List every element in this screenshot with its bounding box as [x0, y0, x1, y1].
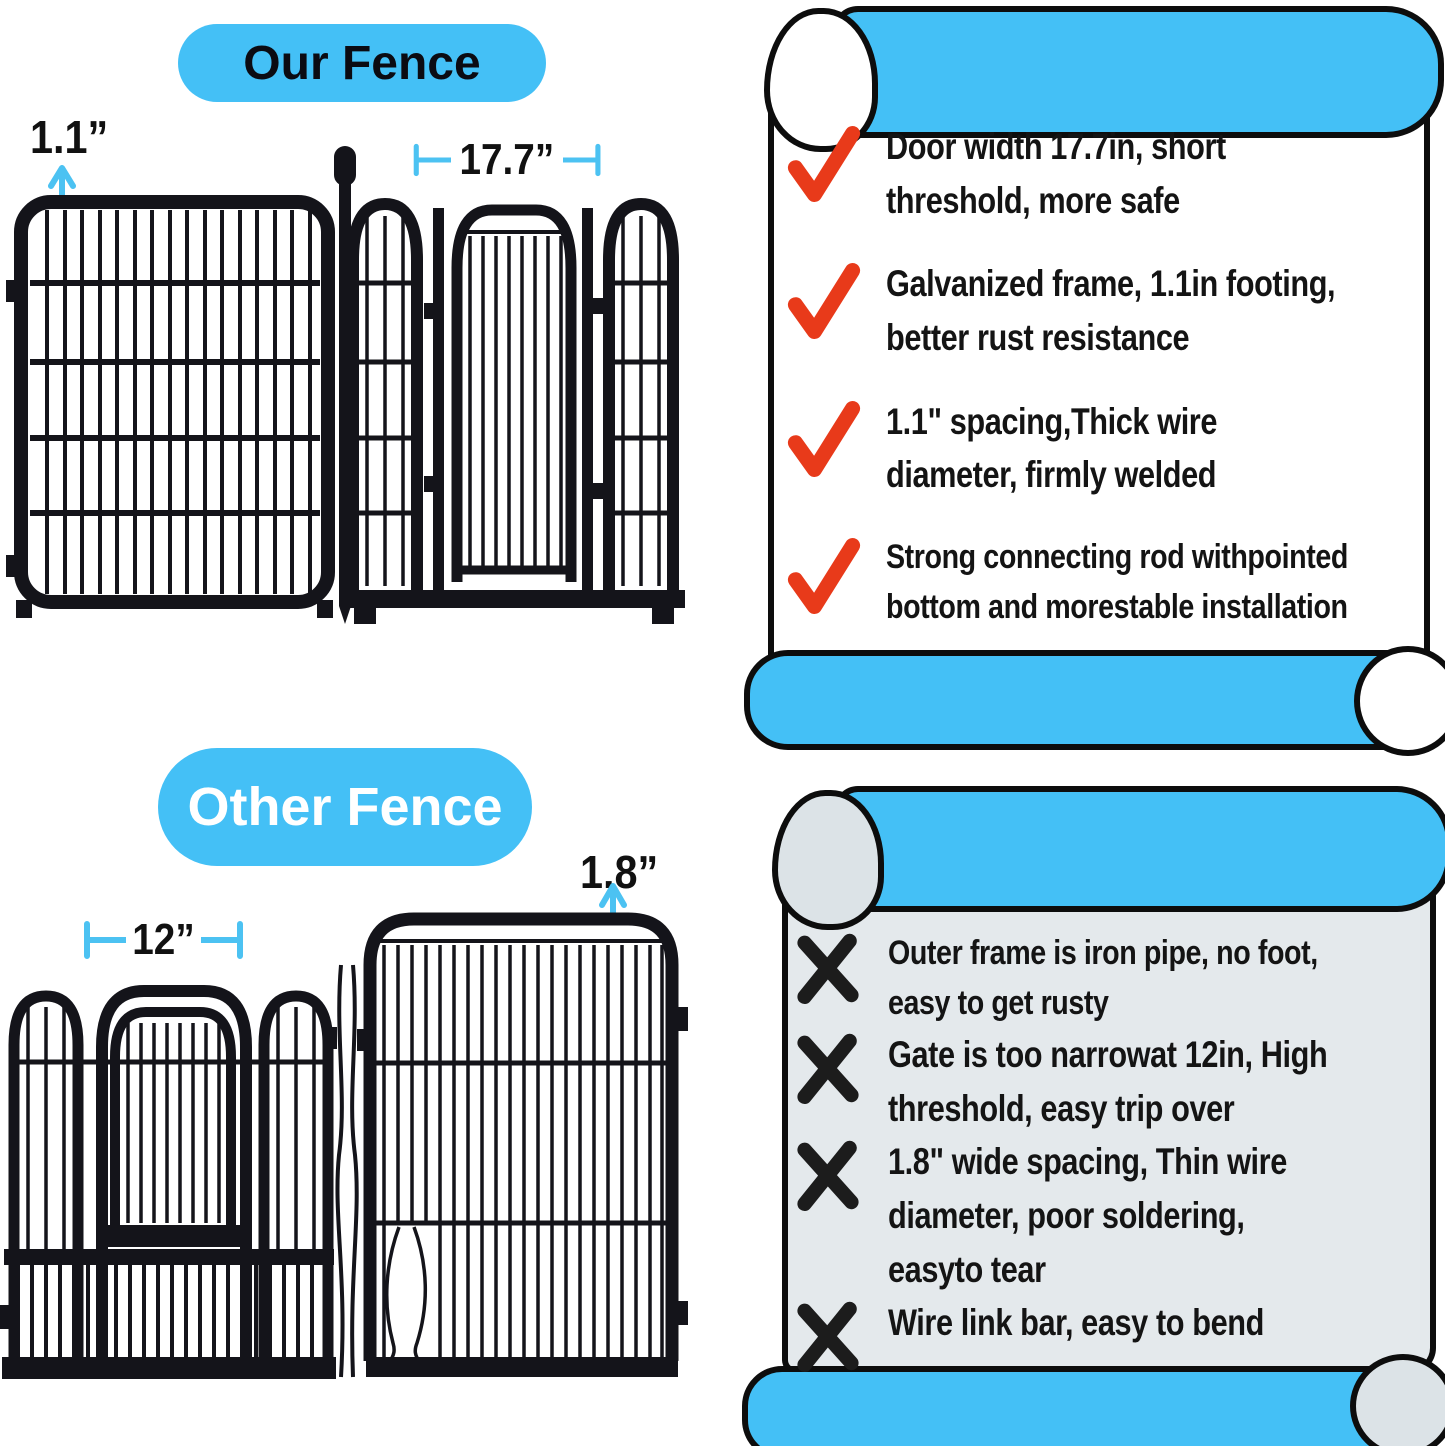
cons-scroll-bottom-roll: [742, 1366, 1404, 1446]
x-icon: [792, 1296, 864, 1376]
con-item: [792, 928, 1426, 1028]
x-icon: [792, 928, 864, 1008]
pro-text-line: diameter, firmly welded: [886, 454, 1217, 496]
con-text-line: easyto tear: [888, 1248, 1046, 1290]
cons-scroll-top-roll: [834, 786, 1445, 912]
con-text: [888, 928, 1318, 1028]
pro-text: [886, 395, 1217, 502]
con-text-line: diameter, poor soldering,: [888, 1194, 1245, 1236]
pro-text-line: Strong connecting rod withpointed: [886, 537, 1348, 576]
con-text: [888, 1135, 1287, 1296]
con-text-line: threshold, easy trip over: [888, 1087, 1235, 1129]
con-text-line: Wire link bar, easy to bend: [888, 1302, 1264, 1344]
our-fence-title: Our Fence: [243, 36, 481, 90]
con-item: [792, 1028, 1426, 1135]
door-width-dimension-label: 17.7”: [459, 135, 555, 184]
x-icon: [792, 1135, 864, 1215]
pro-text: [886, 257, 1335, 364]
gate-width-dimension-label: 12”: [132, 915, 195, 964]
spacing-dimension-label: 1.8”: [580, 846, 659, 898]
other-fence-illustration: [0, 905, 740, 1385]
pros-scroll-top-roll: [832, 6, 1444, 138]
footing-dimension-label: 1.1”: [30, 111, 109, 163]
cons-scroll-top-curl: [772, 790, 884, 930]
pro-text-line: threshold, more safe: [886, 179, 1180, 221]
cons-list: [792, 928, 1426, 1352]
other-fence-title-badge: [158, 748, 532, 866]
pro-text: [886, 532, 1348, 632]
pro-text-line: 1.1" spacing,Thick wire: [886, 400, 1218, 442]
pro-text-line: bottom and morestable installation: [886, 587, 1348, 626]
pro-item: [786, 257, 1426, 364]
con-text-line: easy to get rusty: [888, 984, 1109, 1023]
pro-text-line: better rust resistance: [886, 316, 1190, 358]
our-fence-illustration: [0, 100, 740, 660]
pro-item: [786, 532, 1426, 632]
pros-list: [786, 120, 1426, 632]
other-fence-title: Other Fence: [187, 777, 503, 837]
pro-item: [786, 120, 1426, 227]
check-icon: [786, 120, 862, 208]
con-item: [792, 1135, 1426, 1296]
our-fence-title-badge: [178, 24, 546, 102]
cons-scroll: [762, 770, 1445, 1446]
pro-text: [886, 120, 1226, 227]
pro-text-line: Door width 17.7in, short: [886, 126, 1226, 167]
con-item: [792, 1296, 1426, 1376]
con-text-line: Gate is too narrowat 12in, High: [888, 1034, 1328, 1076]
con-text-line: 1.8" wide spacing, Thin wire: [888, 1141, 1287, 1183]
x-icon: [792, 1028, 864, 1108]
pro-text-line: Galvanized frame, 1.1in footing,: [886, 263, 1336, 305]
pros-scroll-bottom-roll: [744, 650, 1412, 750]
pros-scroll: [762, 2, 1445, 746]
con-text-line: Outer frame is iron pipe, no foot,: [888, 934, 1318, 972]
check-icon: [786, 395, 862, 483]
check-icon: [786, 532, 862, 620]
con-text: [888, 1028, 1327, 1135]
check-icon: [786, 257, 862, 345]
con-text: [888, 1296, 1264, 1350]
pro-item: [786, 395, 1426, 502]
